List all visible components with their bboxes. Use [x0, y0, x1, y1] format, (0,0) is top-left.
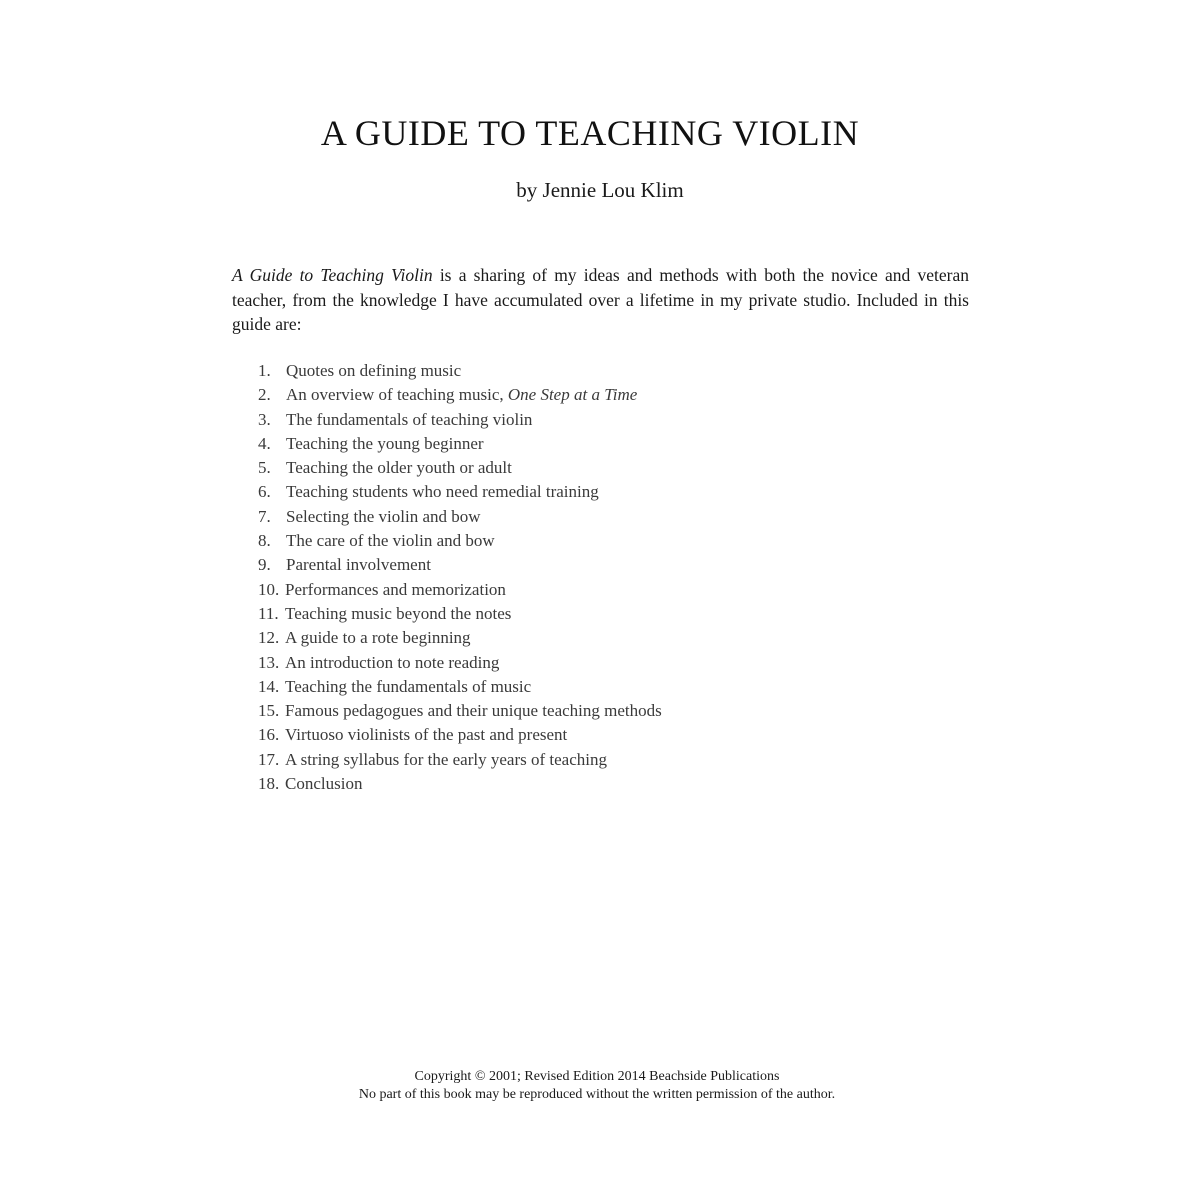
- list-item-number: 6.: [258, 482, 271, 502]
- copyright-line: Copyright © 2001; Revised Edition 2014 Beachside Publications: [414, 1069, 780, 1084]
- list-item-number: 8.: [258, 531, 271, 551]
- list-item-text: A string syllabus for the early years of teaching: [285, 749, 607, 769]
- list-item-number: 4.: [258, 433, 271, 453]
- list-item-number: 15.: [258, 701, 280, 721]
- list-item-number: 12.: [258, 628, 280, 648]
- list-item: [258, 578, 662, 602]
- list-item-text: Quotes on defining music: [286, 361, 462, 380]
- list-item-text: An introduction to note reading: [285, 652, 500, 672]
- list-item-text: Teaching students who need remedial training: [286, 482, 599, 502]
- list-item-text: Parental involvement: [286, 555, 431, 575]
- list-item: [258, 553, 662, 577]
- list-item: [258, 383, 662, 407]
- list-item-text: Virtuoso violinists of the past and present: [285, 725, 568, 745]
- list-item: [258, 505, 662, 529]
- list-item: [258, 748, 662, 772]
- list-item: [258, 456, 662, 480]
- list-item: [258, 626, 662, 650]
- contents-list: [258, 359, 662, 796]
- list-item: [258, 529, 662, 553]
- list-item: [258, 675, 662, 699]
- list-item-number: 5.: [258, 458, 271, 478]
- list-item-text: Conclusion: [285, 774, 363, 794]
- list-item-number: 13.: [258, 652, 280, 672]
- list-item: [258, 723, 662, 747]
- reproduction-notice: No part of this book may be reproduced without the written permission of the author.: [358, 1087, 836, 1102]
- list-item-number: 9.: [258, 555, 271, 575]
- list-item-number: 16.: [258, 725, 280, 745]
- list-item: [258, 602, 662, 626]
- list-item-text: Teaching the young beginner: [286, 433, 484, 453]
- list-item: [258, 772, 662, 796]
- copyright-footer: [0, 1068, 1194, 1104]
- list-item-number: 2.: [258, 385, 271, 405]
- list-item-text: Teaching the older youth or adult: [286, 458, 512, 478]
- list-item-number: 7.: [258, 506, 271, 526]
- intro-book-title: A Guide to Teaching Violin: [232, 265, 433, 285]
- list-item-number: 1.: [258, 361, 271, 380]
- list-item-number: 11.: [258, 603, 279, 623]
- list-item-text: The fundamentals of teaching violin: [286, 409, 533, 429]
- list-item: [258, 480, 662, 504]
- list-item-number: 10.: [258, 579, 280, 599]
- list-item: [258, 359, 662, 383]
- intro-text: is a sharing of my ideas and methods with both the novice and veteran teacher, from the knowledge I have accumulated over a lifetime in my private studio. Included in this guide are:: [232, 265, 969, 334]
- list-item-number: 3.: [258, 409, 271, 429]
- list-item-text: A guide to a rote beginning: [285, 628, 471, 648]
- list-item-number: 17.: [258, 749, 280, 769]
- author-line: by Jennie Lou Klim: [516, 178, 684, 202]
- list-item-text: The care of the violin and bow: [286, 531, 495, 551]
- list-item-text: An overview of teaching music,: [286, 385, 508, 405]
- list-item-text: Selecting the violin and bow: [286, 506, 481, 526]
- list-item-text: Performances and memorization: [285, 579, 506, 599]
- list-item: [258, 408, 662, 432]
- list-item-number: 18.: [258, 774, 280, 794]
- list-item-number: 14.: [258, 676, 280, 696]
- list-item: [258, 651, 662, 675]
- list-item-italic: One Step at a Time: [507, 385, 638, 405]
- list-item: [258, 432, 662, 456]
- list-item-text: Teaching the fundamentals of music: [285, 676, 532, 696]
- list-item: [258, 699, 662, 723]
- page-title: A GUIDE TO TEACHING VIOLIN: [320, 113, 860, 153]
- list-item-text: Teaching music beyond the notes: [285, 603, 512, 623]
- intro-paragraph: [232, 263, 969, 337]
- list-item-text: Famous pedagogues and their unique teaching methods: [285, 701, 662, 721]
